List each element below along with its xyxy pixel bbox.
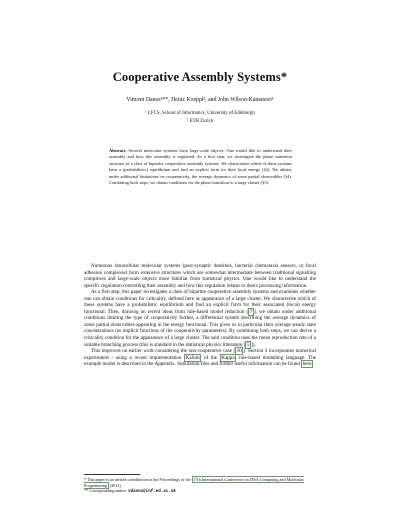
footnote-1 <box>84 477 319 488</box>
body-text <box>84 263 316 368</box>
abstract <box>109 148 292 186</box>
paragraph-text: . <box>313 361 315 368</box>
paragraph-text: As a first step, this paper investigates a class of bipartite cooperative assembly systems and examines whether one can obtain conditions for criticality, defined here as appearance of a large cluster. We characterise which of these systems have a probabilistic equilibrium and find an explicit form for their associated (local) energy functional. Then, drawing on recent ideas from rule-based model reduction [ <box>84 289 316 315</box>
paragraph-text: Numerous intracellular molecular systems (post-synaptic densities, bacterial chemotaxis sensors, or focal adhesion complexes) form extensive structures which are somewhat intermediate between traditional signalling complexes and large-scale objects more familiar from statistical physics. One would like to understand the specific regulation controlling their assembly and how this regulation relates to theirs processing information. <box>84 263 316 289</box>
conference-link[interactable]: 17th International Conference on DNA Computing and Molecular Programming <box>84 477 304 488</box>
citation-link[interactable]: 10 <box>236 348 242 355</box>
footnote-text: (2011) <box>108 482 121 488</box>
paper-title: Cooperative Assembly Systems* <box>112 70 288 84</box>
footnote-rule <box>84 474 140 475</box>
paragraph-text: This improves on earlier work considering the non-cooperative case [ <box>91 348 236 355</box>
abstract-label: Abstract. <box>109 148 127 153</box>
paragraph-2 <box>84 289 316 348</box>
citation-link[interactable]: 5 <box>247 341 250 348</box>
abstract-text: Several molecular systems form large-scale objects. One would like to understand their assembly and how this assembly is regulated. As a first step, we investigate the phase transition structure of a class of bipartite cooperative assembly systems. We characterise which of these systems have a (probabilistic) equilibrium and find an explicit form for their local energy (§2). We obtain, under additional limitations on cooperativity, the average dynamics of some partial observables (§4). Combining both steps, we obtain conditions for the phase transition to a large cluster (§5). <box>109 148 292 186</box>
here-link[interactable]: here <box>302 361 312 368</box>
affiliation-2: ² ETH Zurich <box>186 119 214 124</box>
paragraph-text: rule-based modelling language. The example model is described in the Appendix. Simulation files and further useful information can be found <box>84 354 316 368</box>
paragraph-text: of the <box>201 354 220 361</box>
paragraph-1 <box>84 263 316 289</box>
citation-link[interactable]: 7 <box>249 308 253 315</box>
affiliation-1: ¹ LFCS, School of Informatics, University of Edinburgh <box>145 111 255 116</box>
footnote-text: ** Corresponding author: <box>84 488 129 493</box>
email-address[interactable]: vdanos@inf.ed.ac.uk <box>128 490 176 494</box>
kasim-link[interactable]: KaSim <box>185 354 200 361</box>
kappa-link[interactable]: Kappa <box>221 354 235 361</box>
paragraph-3 <box>84 348 316 368</box>
author-list: Vincent Danos¹**, Heinz Koeppl², and John Wilson-Kanamori¹ <box>126 97 274 103</box>
paragraph-text: ]). <box>251 341 256 348</box>
paragraph-text: ]. Section 3 incorporates numerical experiments - using a recent implementation <box>84 348 316 361</box>
footnote-2 <box>84 488 319 496</box>
footnote-text: * This paper is an invited contribution to the Proceedings of the <box>84 477 192 482</box>
paragraph-text: ], we obtain under additional conditions limiting the type of cooperativity further, a differential system describing the average dynamics of some partial observables appearing in the energy functional. This gives us in particular their average steady state concentrations (as implicit functions of the cooperativity parameters). By combining both steps, we can derive a criticality condition for the appearance of a large cluster. The said condition uses the mean reproduction rate of a suitable branching process (this is standard in the statistical physics litterature [ <box>84 308 317 348</box>
